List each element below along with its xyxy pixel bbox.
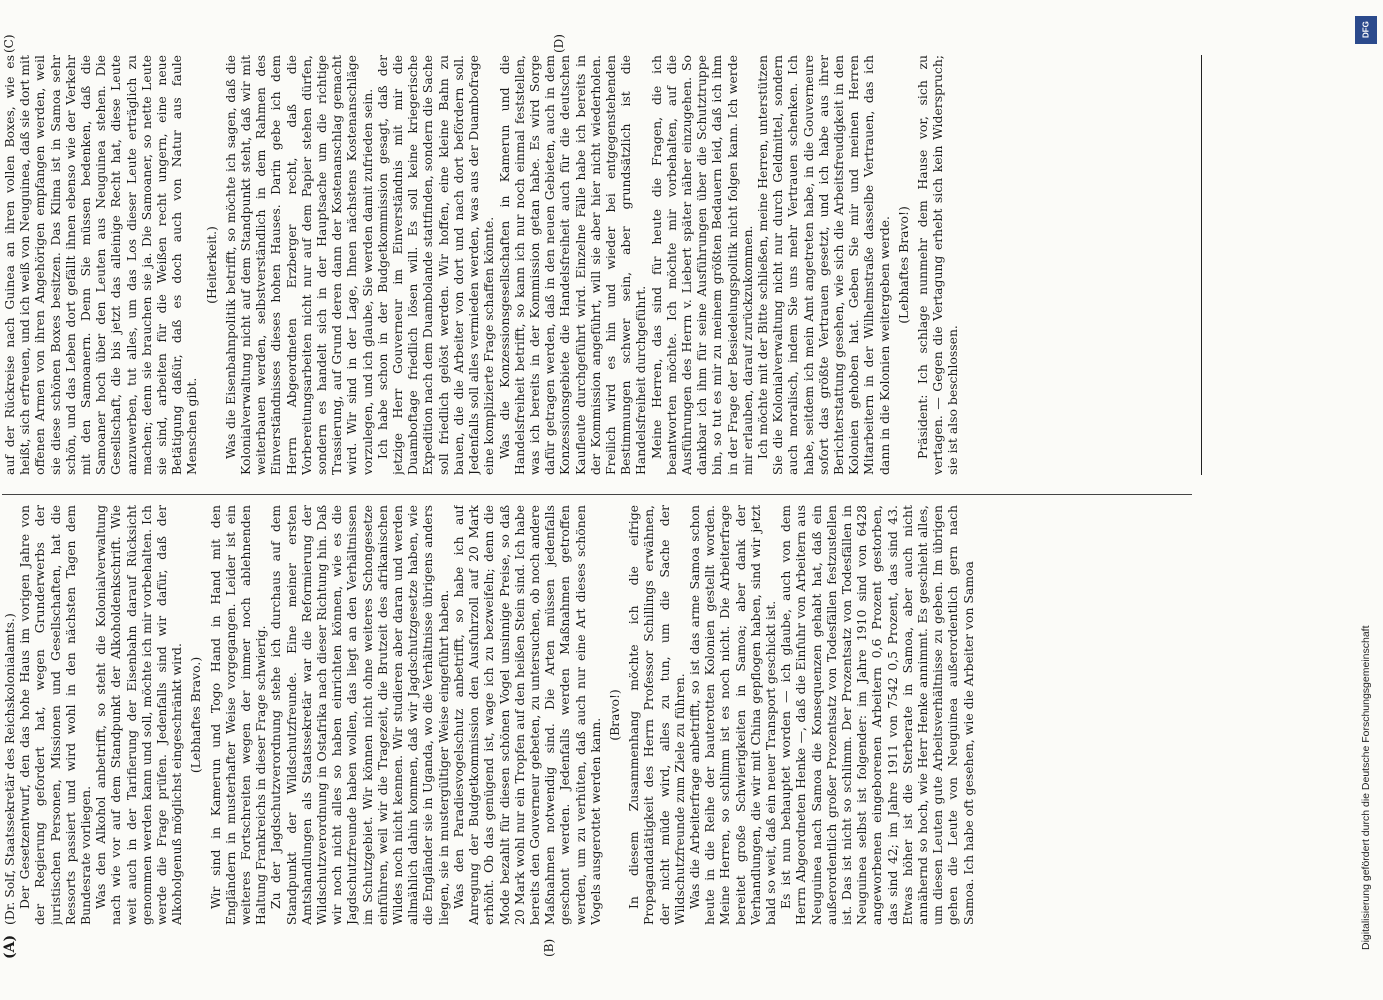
paragraph: Wir sind in Kamerun und Togo Hand in Hand mit den Engländern in musterhafter Weise vorgegangen. Leider ist ein weiteres Fortschreiten wegen der immer noch ablehnenden Haltung Frankreichs in dieser Frage schwierig. (207, 505, 269, 925)
paragraph: Was die Arbeiterfrage anbetrifft, so ist das arme Samoa schon heute in die Reihe der bauterotten Kolonien gestellt worden. Meine Herren, so schlimm ist es noch nicht. Die Arbeiterfrage bereitet große Schwierigkeiten in Samoa; aber dank der Verhandlungen, die wir mit China gepflogen haben, sind wir jetzt bald so weit, daß ein neuer Transport geschickt ist. (686, 505, 778, 925)
paragraph: Was die Eisenbahnpolitik betrifft, so möchte ich sagen, daß die Kolonialverwaltung nicht auf dem Standpunkt steht, daß wir mit weiterbauen werden, selbstverständlich in dem Rahmen des Einverständnisses dieses hohen Hauses. Darin gebe ich dem Herrn Abgeordneten Erzberger recht, daß die Vorbereitungsarbeiten nicht nur auf dem Papier stehen dürfen, sondern es handelt sich in der Hauptsache um die richtige Trassierung, auf Grund deren dann der Kostenanschlag gemacht wird. Wir sind in der Lage, Ihnen nächstens Kostenanschläge vorzulegen, und ich glaube, Sie werden damit zufrieden sein. (222, 55, 375, 475)
paragraph: Ich möchte mit der Bitte schließen, meine Herren, unterstützen Sie die Kolonialverwaltung nicht nur durch Geldmittel, sondern auch moralisch, indem Sie uns mehr Vertrauen schenken. Ich habe, seitdem ich mein Amt angetreten habe, in die Gouverneure sofort das größte Vertrauen gesetzt, und ich habe aus ihrer Berichterstattung gesehen, wie sich die Arbeitsfreudigkeit in den Kolonien gehoben hat. Geben Sie mir und meinen Herren Mitarbeitern in der Wilhelmstraße dasselbe Vertrauen, das ich dann in die Kolonien weitergeben werde. (754, 55, 892, 475)
paragraph: Präsident: Ich schlage nunmehr dem Hause vor, sich zu vertagen. — Gegen die Vertagung erhebt sich kein Widerspruch; sie ist also beschlossen. (914, 55, 961, 475)
paragraph: Was den Paradiesvogelschutz anbetrifft, so habe ich auf Anregung der Budgetkommission den Ausfuhrzoll auf 20 Mark erhöht. Ob das genügend ist, wage ich zu bezweifeln; denn die Mode bezahlt für diesen schönen Vogel unsinnige Preise, so daß 20 Mark wohl nur ein Tropfen auf den heißen Stein sind. Ich habe bereits den Gouverneur gebeten, zu untersuchen, ob noch andere Maßnahmen notwendig sind. Die Arten müssen jedenfalls geschont werden. Jedenfalls werden Maßnahmen getroffen werden, um zu verhüten, daß auch nur eine Art dieses schönen Vogels ausgerottet werden kann. (450, 505, 603, 925)
rotated-sheet (0, 35, 1212, 965)
interjection: (Lebhaftes Bravo.) (188, 656, 204, 774)
paragraph: Der Gesetzentwurf, den das hohe Haus im vorigen Jahre von der Regierung gefordert hat, wegen Grunderwerbs der juristischen Personen, Missionen und Gesellschaften, hat die Ressorts passiert und wird wohl in den nächsten Tagen dem Bundesrate vorliegen. (17, 505, 94, 925)
credit-text: Digitalisierung gefördert durch die Deutsche Forschungsgemeinschaft (1360, 625, 1372, 950)
paragraph: Was die Konzessionsgesellschaften in Kamerun und die Handelsfreiheit betrifft, so kann ich nur noch einmal feststellen, was ich bereits in der Kommission getan habe. Es wird Sorge dafür getragen werden, daß in den neuen Gebieten, auch in dem Konzessionsgebiete die Handelsfreiheit auch für die deutschen Kaufleute durchgeführt wird. Einzelne Fälle habe ich bereits in der Kommission angeführt, will sie aber hier nicht wiederholen. Freilich wird es hin und wieder bei entgegenstehenden Bestimmungen schwer sein, aber grundsätzlich ist die Handelsfreiheit durchgeführt. (496, 55, 649, 475)
margin-marker-a: (A) (2, 934, 18, 959)
end-rule (1201, 55, 1202, 475)
paragraph: Was den Alkohol anbetrifft, so steht die Kolonialverwaltung nach wie vor auf dem Standpunkt der Alkoholdenkschrift. Wie weit auch in der Tarifierung der Eisenbahn darauf Rücksicht genommen werden kann und soll, möchte ich mir vorbehalten. Ich werde die Frage prüfen. Jedenfalls sind wir dafür, daß der Alkoholgenuß möglichst eingeschränkt wird. (93, 505, 185, 925)
paragraph: (Dr. Solf, Staatssekretär des Reichskolonialamts.) (2, 613, 17, 925)
dfg-logo: DFG (1355, 16, 1377, 44)
margin-marker-b: (B) (542, 938, 556, 957)
paragraph: auf der Rückreise nach Guinea an ihren vollen Boxes, wie es heißt, sich erfreuen, und ich weiß von Neuguinea, daß sie dort mit offenen Armen von ihren Angehörigen empfangen werden, weil sie diese schönen Boxes besitzen. Das Klima ist in Samoa sehr schön, und das Leben dort gefällt ihnen ebenso wie der Verkehr mit den Samoanern. Denn Sie müssen bedenken, daß die Samoaner hoch über den Leuten aus Neuguinea stehen. Die Gesellschaft, die bis jetzt das alleinige Recht hat, diese Leute anzuwerben, tut alles, um das Los dieser Leute erträglich zu machen; denn sie brauchen sie ja. Die Samoaner, so nette Leute sie sind, arbeiten für die Weißen recht ungern, eine neue Betätigung daßür, daß es doch auch von Natur aus faule Menschen gibt. (2, 55, 200, 475)
digitization-credit (1352, 10, 1380, 990)
interjection: (Lebhaftes Bravo!) (895, 206, 911, 324)
right-column (2, 55, 1192, 475)
margin-marker-c: (C) (2, 34, 16, 53)
paragraph: Es ist nun behauptet worden — ich glaube, auch von dem Herrn Abgeordneten Henke —, daß die Einfuhr von Arbeitern aus Neuguinea nach Samoa die Konsequenzen gehabt hat, daß ein außerordentlich großer Prozentsatz von Todesfällen festzustellen ist. Das ist nicht so schlimm. Der Prozentsatz von Todesfällen in Neuguinea selbst ist folgender: im Jahre 1910 sind von 6428 angeworbenen eingeborenen Arbeitern 0,6 Prozent gestorben, das sind 42; im Jahre 1911 von 7542 0,5 Prozent, das sind 43. Etwas höher ist die Sterberate in Samoa, aber auch nicht annähernd so hoch, wie Herr Henke annimmt. Es geschieht alles, um diesen Leuten gute Arbeitsverhältnisse zu geben. Im übrigen gehen die Leute von Neuguinea außerordentlich gern nach Samoa. Ich habe oft gesehen, wie die Arbeiter von Samoa (778, 505, 976, 925)
paragraph: Meine Herren, das sind für heute die Fragen, die ich beantworten möchte. Ich möchte mir vorbehalten, auf die Ausführungen des Herrn v. Liebert später näher einzugehen. So dankbar ich ihm für seine Ausführungen über die Schutztruppe bin, so tut es mir zu meinem größten Bedauern leid, daß ich ihm in der Frage der Besiedelungspolitik nicht folgen kann. Ich werde mir erlauben, darauf zurückzukommen. (648, 55, 755, 475)
margin-marker-d: (D) (552, 34, 566, 53)
column-separator (2, 494, 1192, 495)
left-column (2, 505, 1192, 925)
interjection: (Bravo!) (606, 689, 622, 741)
paragraph: In diesem Zusammenhang möchte ich die eifrige Propagandatätigkeit des Herrn Professor Schillings erwähnen, der nicht müde wird, alles zu tun, um die Sache der Wildschutzfreunde zum Ziele zu führen. (626, 505, 687, 925)
paragraph: Ich habe schon in der Budgetkommission gesagt, daß der jetzige Herr Gouverneur im Einverständnis mit mir die Duamboftage friedlich lösen will. Es soll keine kriegerische Expedition nach dem Duambolande stattfinden, sondern die Sache soll friedlich gelöst werden. Wir hoffen, eine kleine Bahn zu bauen, die die Arbeiter von dort und nach dort befördern soll. Jedenfalls soll alles vermieden werden, was aus der Duambofrage eine komplizierte Frage schaffen könnte. (374, 55, 497, 475)
paragraph: Zu der Jagdschutzverordnung stehe ich durchaus auf dem Standpunkt der Wildschutzfreunde. Eine meiner ersten Amtshandlungen als Staatssekretär war die Reformierung der Wildschutzverordnung in Ostafrika nach dieser Richtung hin. Daß wir noch nicht alles so haben einrichten können, wie es die Jagdschutzfreunde haben wollen, das liegt an den Verhältnissen im Schutzgebiet. Wir können nicht ohne weiteres Schongesetze einführen, weil wir die Tragezeit, die Brutzeit des afrikanischen Wildes noch nicht kennen. Wir studieren aber daran und werden allmählich dahin kommen, daß wir Jagdschutzgesetze haben, wie die Engländer sie in Uganda, wo die Verhältnisse übrigens anders liegen, sie in mustergültiger Weise eingeführt haben. (268, 505, 451, 925)
interjection: (Heiterkeit.) (203, 226, 219, 304)
